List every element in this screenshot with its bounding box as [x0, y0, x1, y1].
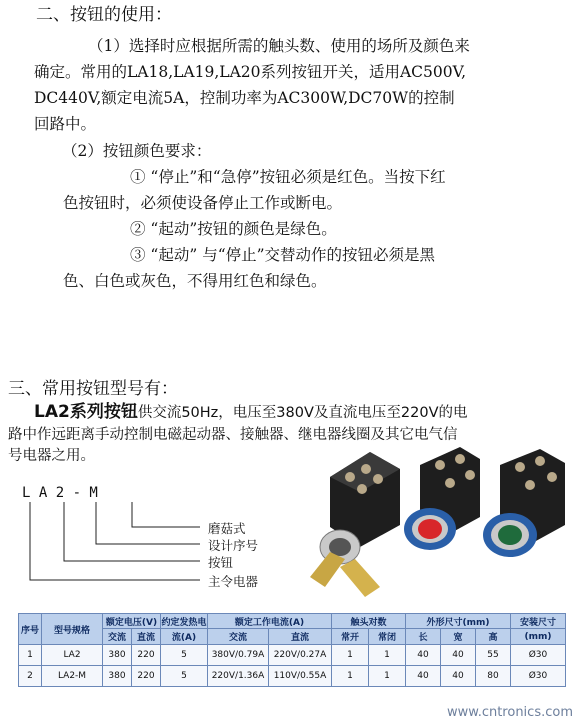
th-dc: 直流 — [132, 629, 161, 645]
green-button — [483, 449, 565, 557]
cell: 55 — [476, 645, 511, 666]
section3-line3: 号电器之用。 — [8, 448, 95, 464]
cell: 1 — [332, 666, 369, 687]
section3-line2: 路中作远距离手动控制电磁起动器、接触器、继电器线圈及其它电气信 — [8, 427, 458, 443]
legend-button: 按钮 — [208, 555, 234, 570]
cell: 5 — [161, 666, 208, 687]
th-dc-current: 直流 — [269, 629, 332, 645]
th-rated-current: 额定工作电流(A) — [208, 614, 332, 629]
spec-table — [18, 613, 566, 687]
paragraph1-line1: （1）选择时应根据所需的触头数、使用的场所及颜色来 — [88, 37, 470, 55]
cell: 5 — [161, 645, 208, 666]
th-model: 型号规格 — [42, 614, 103, 645]
table-row — [19, 645, 566, 666]
th-current-a: 流(A) — [161, 629, 208, 645]
legend-master-controller: 主令电器 — [208, 574, 259, 589]
cell: LA2 — [42, 645, 103, 666]
cell: 40 — [441, 645, 476, 666]
legend-mushroom: 磨菇式 — [208, 521, 246, 536]
model-code: L A 2 - M — [22, 485, 98, 501]
watermark: www.cntronics.com — [446, 705, 573, 720]
item3-line2: 色、白色或灰色，不得用红色和绿色。 — [63, 272, 327, 290]
cell: Ø30 — [511, 645, 566, 666]
push-button-photo — [300, 447, 575, 607]
th-nc-contact: 常闭 — [369, 629, 406, 645]
th-dimensions: 外形尺寸(mm) — [406, 614, 511, 629]
section3-line1-rest: 供交流50Hz，电压至380V及直流电压至220V的电 — [137, 405, 468, 421]
cell: 40 — [441, 666, 476, 687]
th-no: 序号 — [19, 614, 42, 645]
paragraph1-line4: 回路中。 — [34, 115, 97, 133]
th-thermal-current: 约定发热电 — [161, 614, 208, 629]
cell: 220 — [132, 645, 161, 666]
cell: 110V/0.55A — [269, 666, 332, 687]
cell: 380V/0.79A — [208, 645, 269, 666]
cell: 220V/0.27A — [269, 645, 332, 666]
th-width: 宽 — [441, 629, 476, 645]
table-header-row — [19, 614, 566, 629]
key-switch-body — [310, 452, 400, 597]
cell: 380 — [103, 645, 132, 666]
cell: 1 — [19, 645, 42, 666]
th-rated-voltage: 额定电压(V) — [103, 614, 161, 629]
cell: 40 — [406, 645, 441, 666]
legend-design-number: 设计序号 — [208, 538, 259, 553]
th-contacts: 触头对数 — [332, 614, 406, 629]
series-name: LA2系列按钮 — [34, 402, 138, 422]
item3-line1: ③ “起动” 与“停止”交替动作的按钮必须是黑 — [130, 246, 436, 264]
cell: Ø30 — [511, 666, 566, 687]
cell: 1 — [332, 645, 369, 666]
cell: 40 — [406, 666, 441, 687]
th-height: 高 — [476, 629, 511, 645]
cell: 380 — [103, 666, 132, 687]
cell: 1 — [369, 645, 406, 666]
item1-line1: ① “停止”和“急停”按钮必须是红色。当按下红 — [130, 168, 446, 186]
red-button — [404, 447, 480, 550]
cell: LA2-M — [42, 666, 103, 687]
paragraph2-heading: （2）按钮颜色要求： — [62, 142, 212, 160]
th-ac-current: 交流 — [208, 629, 269, 645]
paragraph1-line3: DC440V,额定电流5A，控制功率为AC300W,DC70W的控制 — [34, 89, 455, 107]
th-ac: 交流 — [103, 629, 132, 645]
cell: 220V/1.36A — [208, 666, 269, 687]
cell: 2 — [19, 666, 42, 687]
cell: 220 — [132, 666, 161, 687]
table-row — [19, 666, 566, 687]
section3-title: 三、常用按钮型号有： — [8, 379, 178, 399]
paragraph1-line2: 确定。常用的LA18,LA19,LA20系列按钮开关，适用AC500V, — [34, 63, 467, 81]
th-length: 长 — [406, 629, 441, 645]
th-mount: 安装尺寸 — [511, 614, 566, 629]
section2-title: 二、按钮的使用： — [36, 5, 172, 25]
cell: 80 — [476, 666, 511, 687]
item1-line2: 色按钮时，必须使设备停止工作或断电。 — [63, 194, 343, 212]
th-mount-mm: (mm) — [511, 629, 566, 645]
cell: 1 — [369, 666, 406, 687]
th-no-contact: 常开 — [332, 629, 369, 645]
item2-line: ② “起动”按钮的颜色是绿色。 — [130, 220, 337, 238]
